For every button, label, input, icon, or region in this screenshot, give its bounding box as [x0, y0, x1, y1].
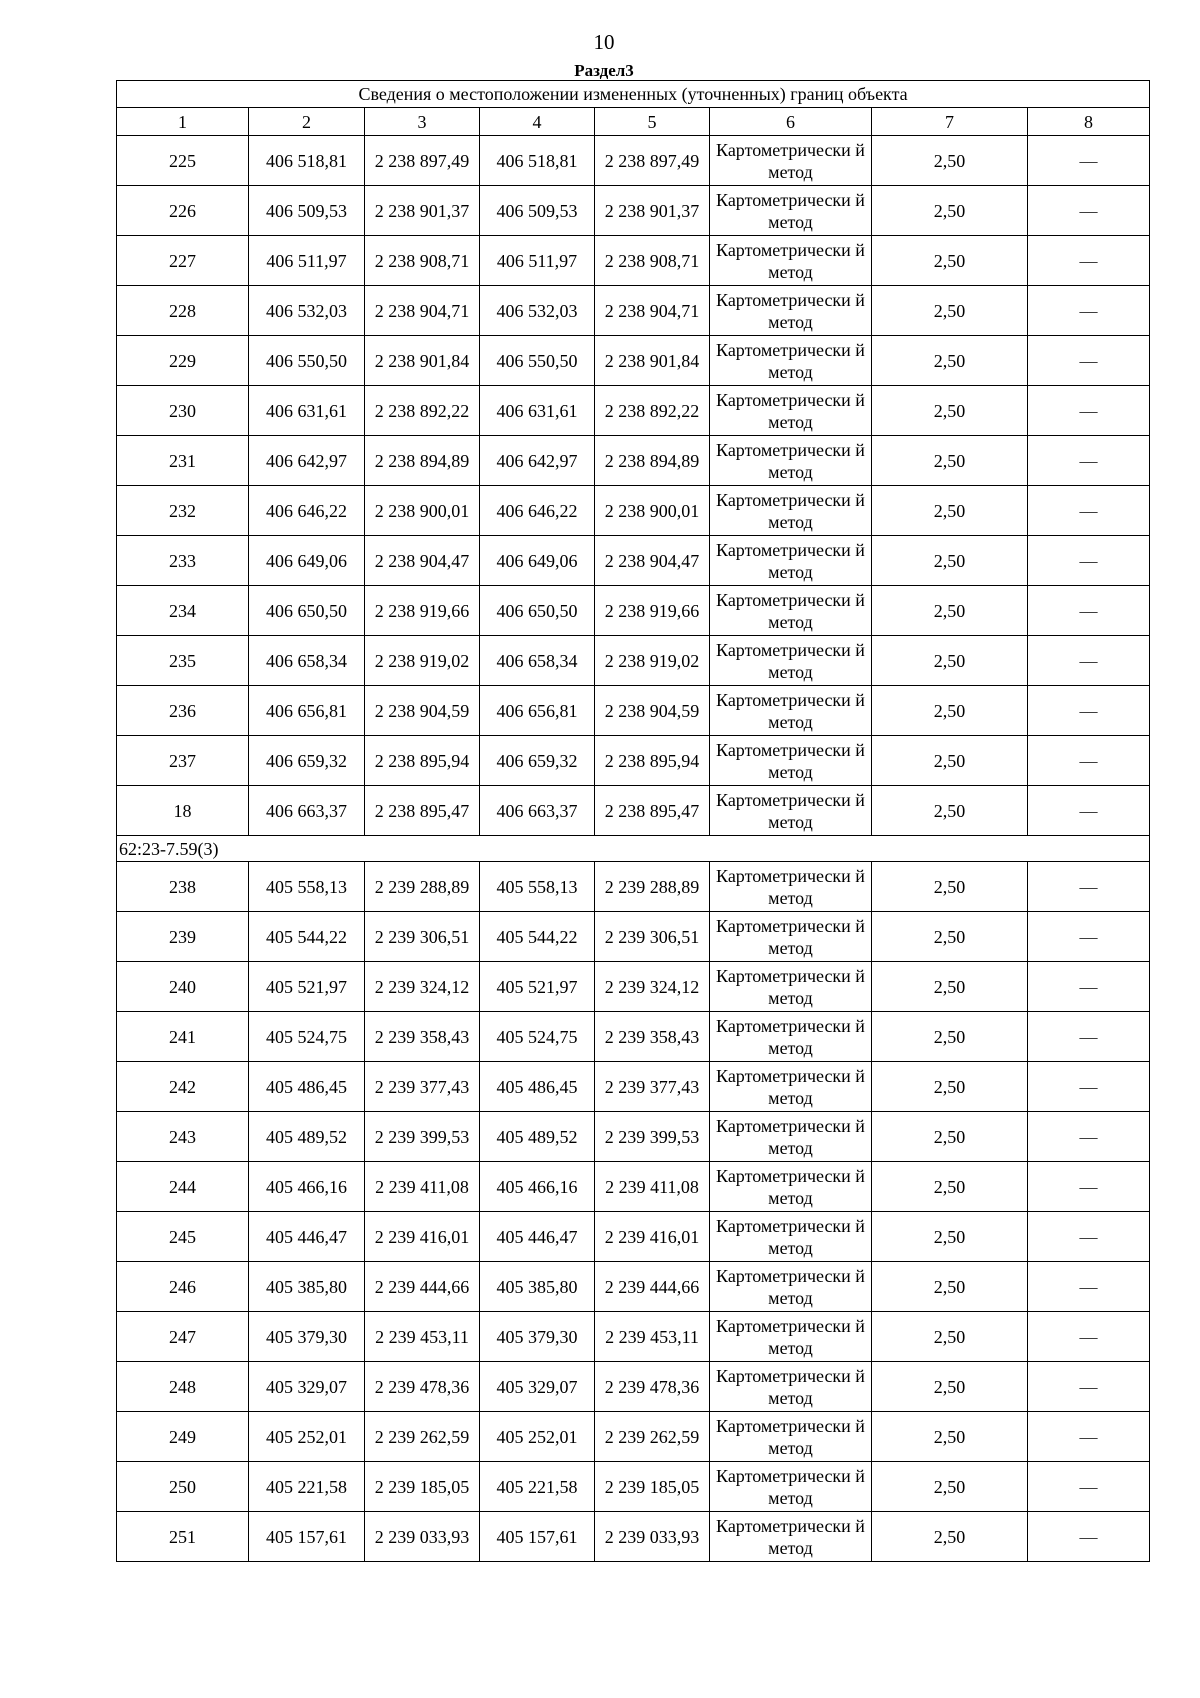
- table-row: [117, 436, 1150, 486]
- old-y-cell: 2 238 908,71: [365, 236, 480, 286]
- table-row: [117, 536, 1150, 586]
- old-x-cell: 405 524,75: [249, 1012, 365, 1062]
- section-title: Раздел3: [574, 61, 634, 80]
- method-cell: Картометрически й метод: [710, 862, 872, 912]
- new-y-cell: 2 238 901,84: [595, 336, 710, 386]
- column-number-1: 1: [117, 108, 249, 136]
- old-y-cell: 2 238 904,71: [365, 286, 480, 336]
- old-y-cell: 2 239 416,01: [365, 1212, 480, 1262]
- method-cell: Картометрически й метод: [710, 186, 872, 236]
- method-cell: Картометрически й метод: [710, 636, 872, 686]
- old-y-cell: 2 239 033,93: [365, 1512, 480, 1562]
- accuracy-cell: 2,50: [872, 1162, 1028, 1212]
- accuracy-cell: 2,50: [872, 286, 1028, 336]
- method-cell: Картометрически й метод: [710, 1462, 872, 1512]
- column-number-4: 4: [480, 108, 595, 136]
- method-cell: Картометрически й метод: [710, 1312, 872, 1362]
- point-number-cell: 240: [117, 962, 249, 1012]
- accuracy-cell: 2,50: [872, 486, 1028, 536]
- old-y-cell: 2 238 919,02: [365, 636, 480, 686]
- table-row: [117, 636, 1150, 686]
- point-number-cell: 234: [117, 586, 249, 636]
- point-number-cell: 250: [117, 1462, 249, 1512]
- new-y-cell: 2 239 453,11: [595, 1312, 710, 1362]
- new-x-cell: 406 650,50: [480, 586, 595, 636]
- description-cell: —: [1028, 1112, 1150, 1162]
- method-cell: Картометрически й метод: [710, 1412, 872, 1462]
- old-x-cell: 406 659,32: [249, 736, 365, 786]
- point-number-cell: 249: [117, 1412, 249, 1462]
- accuracy-cell: 2,50: [872, 1012, 1028, 1062]
- new-x-cell: 406 509,53: [480, 186, 595, 236]
- description-cell: —: [1028, 336, 1150, 386]
- table-row: [117, 1462, 1150, 1512]
- description-cell: —: [1028, 1412, 1150, 1462]
- description-cell: —: [1028, 1312, 1150, 1362]
- new-x-cell: 405 385,80: [480, 1262, 595, 1312]
- new-y-cell: 2 239 411,08: [595, 1162, 710, 1212]
- accuracy-cell: 2,50: [872, 636, 1028, 686]
- new-y-cell: 2 239 358,43: [595, 1012, 710, 1062]
- table-row: [117, 1112, 1150, 1162]
- accuracy-cell: 2,50: [872, 1362, 1028, 1412]
- new-x-cell: 405 558,13: [480, 862, 595, 912]
- method-cell: Картометрически й метод: [710, 536, 872, 586]
- new-y-cell: 2 239 033,93: [595, 1512, 710, 1562]
- old-y-cell: 2 238 901,37: [365, 186, 480, 236]
- table-row: [117, 236, 1150, 286]
- new-y-cell: 2 238 904,71: [595, 286, 710, 336]
- new-y-cell: 2 239 377,43: [595, 1062, 710, 1112]
- old-x-cell: 406 642,97: [249, 436, 365, 486]
- new-y-cell: 2 238 895,94: [595, 736, 710, 786]
- description-cell: —: [1028, 486, 1150, 536]
- point-number-cell: 242: [117, 1062, 249, 1112]
- column-number-3: 3: [365, 108, 480, 136]
- description-cell: —: [1028, 236, 1150, 286]
- point-number-cell: 232: [117, 486, 249, 536]
- old-x-cell: 405 489,52: [249, 1112, 365, 1162]
- old-y-cell: 2 238 919,66: [365, 586, 480, 636]
- table-row: [117, 1512, 1150, 1562]
- method-cell: Картометрически й метод: [710, 436, 872, 486]
- method-cell: Картометрически й метод: [710, 1212, 872, 1262]
- old-x-cell: 405 329,07: [249, 1362, 365, 1412]
- accuracy-cell: 2,50: [872, 962, 1028, 1012]
- table-row: [117, 1012, 1150, 1062]
- description-cell: —: [1028, 962, 1150, 1012]
- method-cell: Картометрически й метод: [710, 912, 872, 962]
- new-x-cell: 405 157,61: [480, 1512, 595, 1562]
- old-x-cell: 406 649,06: [249, 536, 365, 586]
- point-number-cell: 244: [117, 1162, 249, 1212]
- point-number-cell: 226: [117, 186, 249, 236]
- table-row: [117, 1412, 1150, 1462]
- old-y-cell: 2 239 185,05: [365, 1462, 480, 1512]
- old-x-cell: 406 509,53: [249, 186, 365, 236]
- old-x-cell: 406 532,03: [249, 286, 365, 336]
- accuracy-cell: 2,50: [872, 1512, 1028, 1562]
- description-cell: —: [1028, 536, 1150, 586]
- method-cell: Картометрически й метод: [710, 336, 872, 386]
- description-cell: —: [1028, 386, 1150, 436]
- description-cell: —: [1028, 286, 1150, 336]
- new-x-cell: 406 649,06: [480, 536, 595, 586]
- method-cell: Картометрически й метод: [710, 1162, 872, 1212]
- description-cell: —: [1028, 1462, 1150, 1512]
- method-cell: Картометрически й метод: [710, 1512, 872, 1562]
- old-y-cell: 2 238 895,94: [365, 736, 480, 786]
- description-cell: —: [1028, 1512, 1150, 1562]
- new-y-cell: 2 238 904,59: [595, 686, 710, 736]
- new-y-cell: 2 239 324,12: [595, 962, 710, 1012]
- old-y-cell: 2 239 411,08: [365, 1162, 480, 1212]
- new-x-cell: 405 379,30: [480, 1312, 595, 1362]
- new-y-cell: 2 238 901,37: [595, 186, 710, 236]
- description-cell: —: [1028, 1062, 1150, 1112]
- table-row: [117, 736, 1150, 786]
- description-cell: —: [1028, 636, 1150, 686]
- accuracy-cell: 2,50: [872, 336, 1028, 386]
- old-y-cell: 2 239 453,11: [365, 1312, 480, 1362]
- old-x-cell: 405 221,58: [249, 1462, 365, 1512]
- method-cell: Картометрически й метод: [710, 1262, 872, 1312]
- old-x-cell: 406 650,50: [249, 586, 365, 636]
- new-y-cell: 2 238 904,47: [595, 536, 710, 586]
- point-number-cell: 248: [117, 1362, 249, 1412]
- new-y-cell: 2 238 900,01: [595, 486, 710, 536]
- table-row: [117, 1162, 1150, 1212]
- method-cell: Картометрически й метод: [710, 586, 872, 636]
- point-number-cell: 245: [117, 1212, 249, 1262]
- new-x-cell: 405 486,45: [480, 1062, 595, 1112]
- accuracy-cell: 2,50: [872, 536, 1028, 586]
- point-number-cell: 247: [117, 1312, 249, 1362]
- description-cell: —: [1028, 1362, 1150, 1412]
- method-cell: Картометрически й метод: [710, 486, 872, 536]
- new-y-cell: 2 239 444,66: [595, 1262, 710, 1312]
- new-x-cell: 406 518,81: [480, 136, 595, 186]
- column-number-7: 7: [872, 108, 1028, 136]
- table-body: [117, 136, 1150, 1562]
- accuracy-cell: 2,50: [872, 386, 1028, 436]
- new-y-cell: 2 238 897,49: [595, 136, 710, 186]
- new-y-cell: 2 238 919,66: [595, 586, 710, 636]
- point-number-cell: 251: [117, 1512, 249, 1562]
- old-y-cell: 2 238 895,47: [365, 786, 480, 836]
- old-y-cell: 2 239 478,36: [365, 1362, 480, 1412]
- description-cell: —: [1028, 1012, 1150, 1062]
- new-y-cell: 2 239 306,51: [595, 912, 710, 962]
- column-number-row: [117, 108, 1150, 136]
- old-x-cell: 406 631,61: [249, 386, 365, 436]
- old-x-cell: 406 550,50: [249, 336, 365, 386]
- new-y-cell: 2 239 399,53: [595, 1112, 710, 1162]
- point-number-cell: 227: [117, 236, 249, 286]
- table-row: [117, 1312, 1150, 1362]
- table-row: [117, 186, 1150, 236]
- old-y-cell: 2 239 377,43: [365, 1062, 480, 1112]
- new-y-cell: 2 238 894,89: [595, 436, 710, 486]
- method-cell: Картометрически й метод: [710, 786, 872, 836]
- table-row: [117, 862, 1150, 912]
- old-x-cell: 406 518,81: [249, 136, 365, 186]
- new-x-cell: 406 631,61: [480, 386, 595, 436]
- column-number-2: 2: [249, 108, 365, 136]
- new-x-cell: 406 646,22: [480, 486, 595, 536]
- new-x-cell: 405 446,47: [480, 1212, 595, 1262]
- old-x-cell: 405 544,22: [249, 912, 365, 962]
- point-number-cell: 236: [117, 686, 249, 736]
- new-y-cell: 2 238 908,71: [595, 236, 710, 286]
- accuracy-cell: 2,50: [872, 186, 1028, 236]
- description-cell: —: [1028, 862, 1150, 912]
- new-x-cell: 405 329,07: [480, 1362, 595, 1412]
- method-cell: Картометрически й метод: [710, 1062, 872, 1112]
- description-cell: —: [1028, 1262, 1150, 1312]
- accuracy-cell: 2,50: [872, 1462, 1028, 1512]
- description-cell: —: [1028, 912, 1150, 962]
- accuracy-cell: 2,50: [872, 912, 1028, 962]
- old-x-cell: 405 157,61: [249, 1512, 365, 1562]
- old-y-cell: 2 239 288,89: [365, 862, 480, 912]
- table-row: [117, 286, 1150, 336]
- accuracy-cell: 2,50: [872, 1312, 1028, 1362]
- point-number-cell: 237: [117, 736, 249, 786]
- table-row: [117, 136, 1150, 186]
- point-number-cell: 229: [117, 336, 249, 386]
- group-label: 62:23-7.59(3): [117, 836, 1150, 862]
- point-number-cell: 238: [117, 862, 249, 912]
- description-cell: —: [1028, 186, 1150, 236]
- description-cell: —: [1028, 436, 1150, 486]
- old-x-cell: 406 658,34: [249, 636, 365, 686]
- table-row: [117, 1362, 1150, 1412]
- method-cell: Картометрически й метод: [710, 686, 872, 736]
- point-number-cell: 241: [117, 1012, 249, 1062]
- point-number-cell: 18: [117, 786, 249, 836]
- method-cell: Картометрически й метод: [710, 1112, 872, 1162]
- table-row: [117, 686, 1150, 736]
- old-x-cell: 405 379,30: [249, 1312, 365, 1362]
- group-row: [117, 836, 1150, 862]
- point-number-cell: 230: [117, 386, 249, 436]
- point-number-cell: 243: [117, 1112, 249, 1162]
- new-x-cell: 406 656,81: [480, 686, 595, 736]
- table-row: [117, 962, 1150, 1012]
- new-x-cell: 405 466,16: [480, 1162, 595, 1212]
- column-number-8: 8: [1028, 108, 1150, 136]
- old-y-cell: 2 239 444,66: [365, 1262, 480, 1312]
- new-y-cell: 2 239 416,01: [595, 1212, 710, 1262]
- table-row: [117, 1212, 1150, 1262]
- accuracy-cell: 2,50: [872, 236, 1028, 286]
- old-x-cell: 405 385,80: [249, 1262, 365, 1312]
- accuracy-cell: 2,50: [872, 1212, 1028, 1262]
- new-y-cell: 2 239 185,05: [595, 1462, 710, 1512]
- description-cell: —: [1028, 586, 1150, 636]
- method-cell: Картометрически й метод: [710, 962, 872, 1012]
- point-number-cell: 225: [117, 136, 249, 186]
- old-y-cell: 2 238 892,22: [365, 386, 480, 436]
- accuracy-cell: 2,50: [872, 736, 1028, 786]
- old-y-cell: 2 239 399,53: [365, 1112, 480, 1162]
- accuracy-cell: 2,50: [872, 1262, 1028, 1312]
- description-cell: —: [1028, 736, 1150, 786]
- method-cell: Картометрически й метод: [710, 136, 872, 186]
- old-x-cell: 405 558,13: [249, 862, 365, 912]
- old-y-cell: 2 238 901,84: [365, 336, 480, 386]
- accuracy-cell: 2,50: [872, 1412, 1028, 1462]
- new-x-cell: 406 658,34: [480, 636, 595, 686]
- point-number-cell: 228: [117, 286, 249, 336]
- page-number: 10: [593, 30, 615, 54]
- accuracy-cell: 2,50: [872, 1062, 1028, 1112]
- old-x-cell: 406 663,37: [249, 786, 365, 836]
- method-cell: Картометрически й метод: [710, 1012, 872, 1062]
- new-y-cell: 2 239 288,89: [595, 862, 710, 912]
- old-y-cell: 2 239 306,51: [365, 912, 480, 962]
- point-number-cell: 246: [117, 1262, 249, 1312]
- new-x-cell: 405 489,52: [480, 1112, 595, 1162]
- method-cell: Картометрически й метод: [710, 286, 872, 336]
- point-number-cell: 235: [117, 636, 249, 686]
- accuracy-cell: 2,50: [872, 862, 1028, 912]
- new-x-cell: 406 511,97: [480, 236, 595, 286]
- old-x-cell: 405 252,01: [249, 1412, 365, 1462]
- old-x-cell: 406 511,97: [249, 236, 365, 286]
- old-y-cell: 2 238 897,49: [365, 136, 480, 186]
- accuracy-cell: 2,50: [872, 1112, 1028, 1162]
- new-x-cell: 405 252,01: [480, 1412, 595, 1462]
- new-y-cell: 2 238 919,02: [595, 636, 710, 686]
- column-number-5: 5: [595, 108, 710, 136]
- table-row: [117, 486, 1150, 536]
- old-y-cell: 2 239 324,12: [365, 962, 480, 1012]
- old-y-cell: 2 238 904,47: [365, 536, 480, 586]
- method-cell: Картометрически й метод: [710, 736, 872, 786]
- description-cell: —: [1028, 686, 1150, 736]
- old-x-cell: 405 521,97: [249, 962, 365, 1012]
- table-row: [117, 386, 1150, 436]
- new-x-cell: 406 550,50: [480, 336, 595, 386]
- old-y-cell: 2 238 900,01: [365, 486, 480, 536]
- table-row: [117, 1062, 1150, 1112]
- new-x-cell: 405 544,22: [480, 912, 595, 962]
- new-x-cell: 406 532,03: [480, 286, 595, 336]
- table-caption: Сведения о местоположении измененных (уточненных) границ объекта: [117, 81, 1150, 108]
- table-row: [117, 336, 1150, 386]
- method-cell: Картометрически й метод: [710, 1362, 872, 1412]
- new-x-cell: 405 524,75: [480, 1012, 595, 1062]
- table-row: [117, 1262, 1150, 1312]
- description-cell: —: [1028, 786, 1150, 836]
- new-x-cell: 406 663,37: [480, 786, 595, 836]
- point-number-cell: 233: [117, 536, 249, 586]
- new-y-cell: 2 239 262,59: [595, 1412, 710, 1462]
- old-x-cell: 405 446,47: [249, 1212, 365, 1262]
- column-number-6: 6: [710, 108, 872, 136]
- description-cell: —: [1028, 1162, 1150, 1212]
- old-x-cell: 406 656,81: [249, 686, 365, 736]
- method-cell: Картометрически й метод: [710, 386, 872, 436]
- point-number-cell: 231: [117, 436, 249, 486]
- new-x-cell: 405 521,97: [480, 962, 595, 1012]
- old-x-cell: 405 486,45: [249, 1062, 365, 1112]
- accuracy-cell: 2,50: [872, 586, 1028, 636]
- description-cell: —: [1028, 136, 1150, 186]
- description-cell: —: [1028, 1212, 1150, 1262]
- old-y-cell: 2 239 358,43: [365, 1012, 480, 1062]
- accuracy-cell: 2,50: [872, 136, 1028, 186]
- old-y-cell: 2 239 262,59: [365, 1412, 480, 1462]
- new-y-cell: 2 239 478,36: [595, 1362, 710, 1412]
- accuracy-cell: 2,50: [872, 786, 1028, 836]
- new-y-cell: 2 238 895,47: [595, 786, 710, 836]
- new-x-cell: 405 221,58: [480, 1462, 595, 1512]
- accuracy-cell: 2,50: [872, 686, 1028, 736]
- coordinates-table: [116, 80, 1150, 1562]
- new-x-cell: 406 642,97: [480, 436, 595, 486]
- table-row: [117, 586, 1150, 636]
- point-number-cell: 239: [117, 912, 249, 962]
- new-x-cell: 406 659,32: [480, 736, 595, 786]
- table-row: [117, 912, 1150, 962]
- new-y-cell: 2 238 892,22: [595, 386, 710, 436]
- old-y-cell: 2 238 894,89: [365, 436, 480, 486]
- old-x-cell: 405 466,16: [249, 1162, 365, 1212]
- old-x-cell: 406 646,22: [249, 486, 365, 536]
- accuracy-cell: 2,50: [872, 436, 1028, 486]
- old-y-cell: 2 238 904,59: [365, 686, 480, 736]
- table-row: [117, 786, 1150, 836]
- method-cell: Картометрически й метод: [710, 236, 872, 286]
